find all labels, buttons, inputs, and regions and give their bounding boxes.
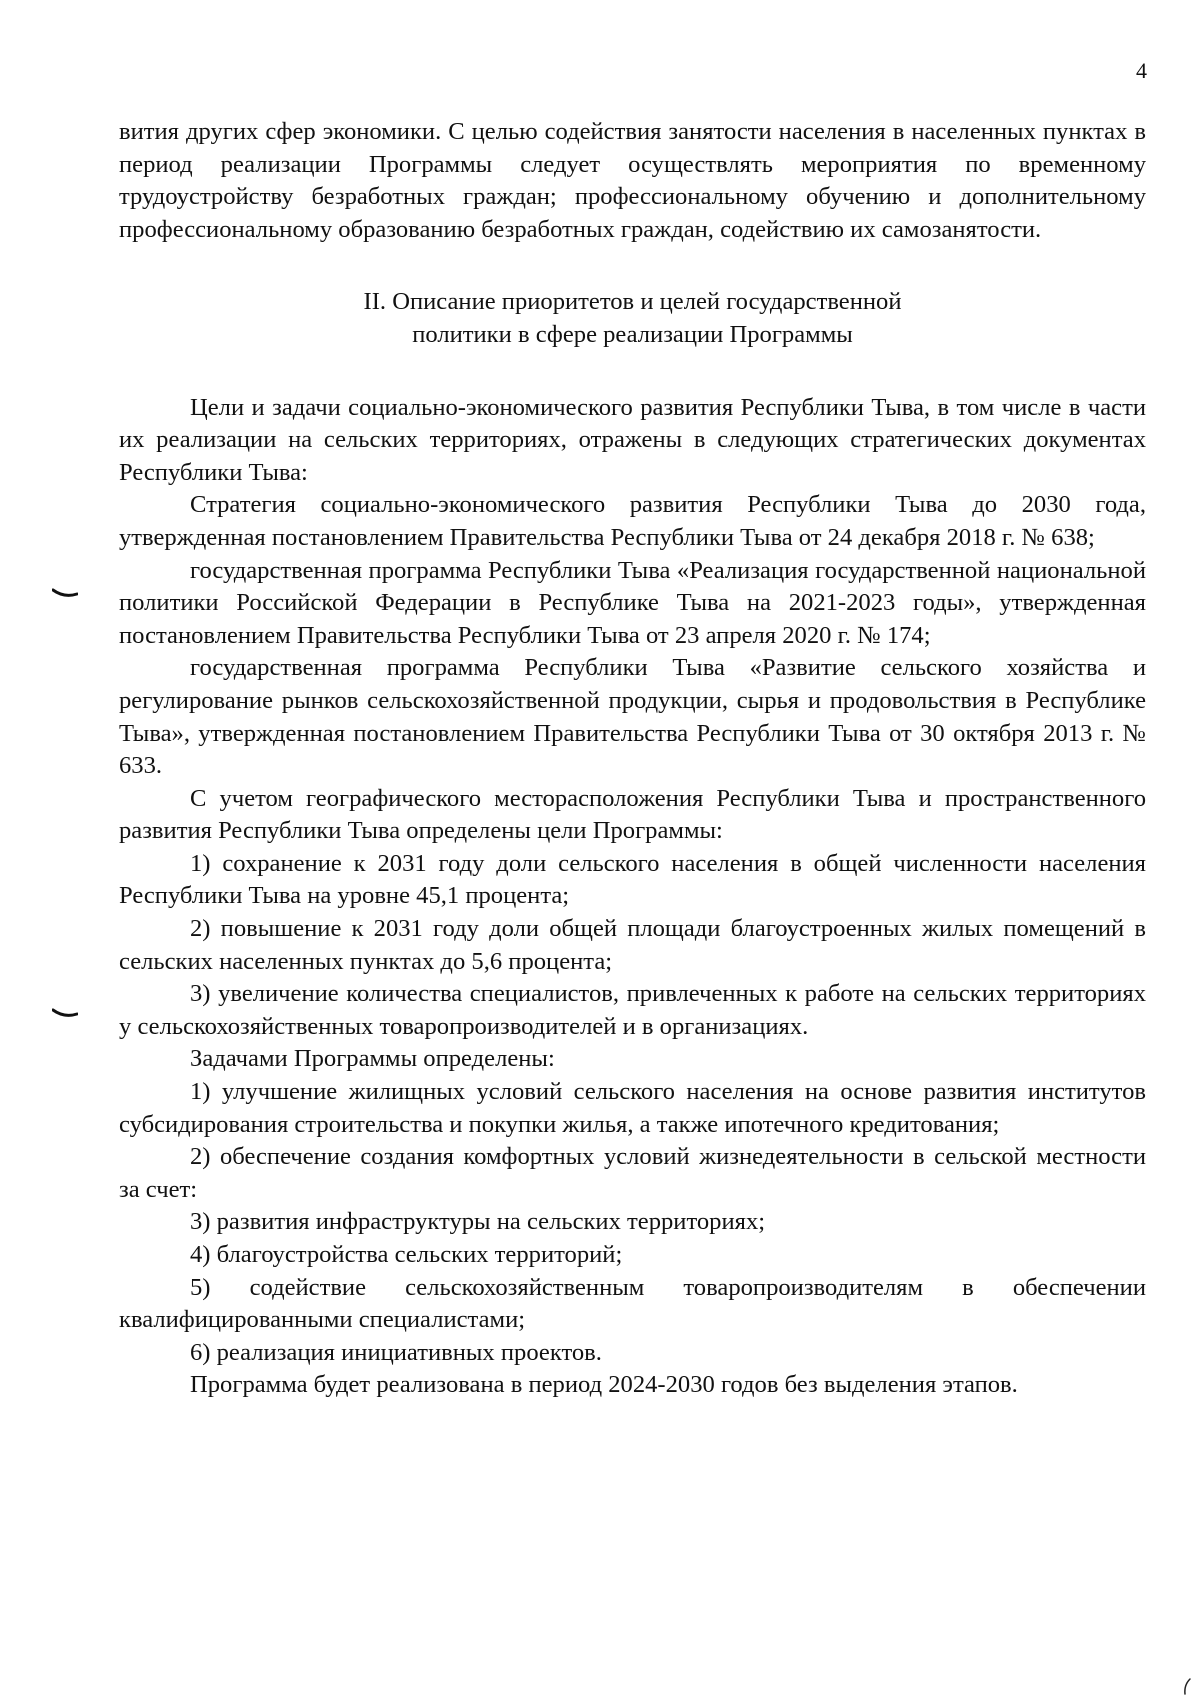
list-item: 2) обеспечение создания комфортных условий жизнедеятельности в сельской местности за счет: bbox=[119, 1143, 1146, 1203]
list-item: 3) развития инфраструктуры на сельских территориях; bbox=[190, 1208, 766, 1236]
paragraph: С учетом географического месторасположения Республики Тыва и пространственного развития Республики Тыва определены цели Программы: bbox=[119, 784, 1146, 845]
binding-mark-icon bbox=[52, 588, 78, 598]
intro-paragraph: вития других сфер экономики. С целью содействия занятости населения в населенных пунктах в период реализации Программы следует осуществлять мероприятия по временному трудоустройству безработных граждан; профессиональному обучению и дополнительному профессиональному образованию безработных граждан, содействию их самозанятости. bbox=[119, 118, 1146, 243]
paragraph: государственная программа Республики Тыва «Развитие сельского хозяйства и регулирование рынков сельскохозяйственной продукции, сырья и продовольствия в Республике Тыва», утвержденная постановлением Правительства Республики Тыва от 30 октября 2013 г. № 633. bbox=[119, 654, 1146, 780]
list-item: 1) улучшение жилищных условий сельского населения на основе развития институтов субсидирования строительства и покупки жилья, а также ипотечного кредитования; bbox=[119, 1078, 1146, 1138]
page-number: 4 bbox=[1136, 58, 1147, 83]
list-item: 4) благоустройства сельских территорий; bbox=[190, 1241, 623, 1268]
document-body bbox=[119, 116, 1146, 1402]
list-item: 2) повышение к 2031 году доли общей площади благоустроенных жилых помещений в сельских населенных пунктах до 5,6 процента; bbox=[119, 915, 1146, 975]
section-heading-line: политики в сфере реализации Программы bbox=[412, 320, 853, 348]
binding-mark-icon bbox=[52, 1008, 78, 1018]
paragraph: Стратегия социально-экономического развития Республики Тыва до 2030 года, утвержденная постановлением Правительства Республики Тыва от 24 декабря 2018 г. № 638; bbox=[119, 491, 1146, 551]
list-item: 6) реализация инициативных проектов. bbox=[190, 1338, 602, 1366]
pen-stroke-icon bbox=[1180, 1677, 1194, 1695]
list-item: 3) увеличение количества специалистов, привлеченных к работе на сельских территориях у сельскохозяйственных товаропроизводителей и в организациях. bbox=[119, 980, 1146, 1040]
paragraph: Задачами Программы определены: bbox=[190, 1045, 555, 1073]
list-item: 5) содействие сельскохозяйственным товаропроизводителям в обеспечении квалифицированными специалистами; bbox=[119, 1273, 1146, 1334]
paragraph: Программа будет реализована в период 2024-2030 годов без выделения этапов. bbox=[190, 1371, 1018, 1399]
paragraph: государственная программа Республики Тыва «Реализация государственной национальной политики Российской Федерации в Республике Тыва на 2021-2023 годы», утвержденная постановлением Правительства Республики Тыва от 23 апреля 2020 г. № 174; bbox=[119, 556, 1146, 649]
list-item: 1) сохранение к 2031 году доли сельского населения в общей численности населения Республики Тыва на уровне 45,1 процента; bbox=[119, 849, 1146, 910]
section-heading-line: II. Описание приоритетов и целей государственной bbox=[363, 288, 902, 316]
paragraph: Цели и задачи социально-экономического развития Республики Тыва, в том числе в части их реализации на сельских территориях, отражены в следующих стратегических документах Республики Тыва: bbox=[119, 393, 1146, 486]
section-heading bbox=[119, 286, 1146, 351]
